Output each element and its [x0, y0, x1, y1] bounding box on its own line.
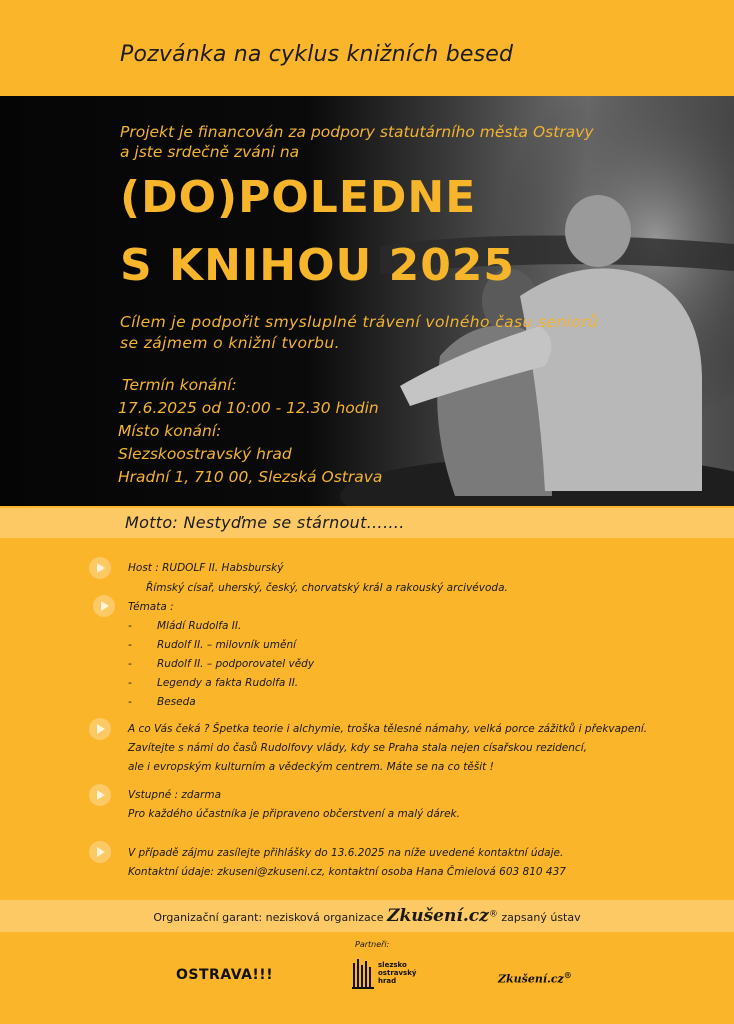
topic-item: Mládí Rudolfa II.: [157, 620, 242, 632]
topic-dash: -: [128, 639, 132, 651]
expect-line-2: Zavítejte s námi do časů Rudolfovy vlády, kdy se Praha stala nejen císařskou rezidencí,: [128, 742, 587, 754]
play-bullet-icon: [89, 784, 111, 806]
entry-line-2: Pro každého účastníka je připraveno občerstvení a malý dárek.: [128, 808, 460, 820]
zkuseni-logo: [498, 970, 572, 986]
term-label: Termín konání:: [122, 376, 237, 394]
hero-section: [0, 96, 734, 506]
topic-item: Rudolf II. – milovník umění: [157, 639, 297, 651]
organizer-line: [0, 906, 734, 926]
registered-mark: ®: [488, 908, 498, 920]
organizer-prefix: Organizační garant: nezisková organizace: [153, 911, 384, 924]
intro-text: [120, 122, 594, 162]
hrad-line-1: slezsko: [378, 961, 407, 969]
goal-line-2: se zájmem o knižní tvorbu.: [120, 334, 340, 352]
topic-item: Legendy a fakta Rudolfa II.: [157, 677, 299, 689]
hrad-line-2: ostravský: [378, 969, 417, 977]
topic-dash: -: [128, 658, 132, 670]
play-bullet-icon: [89, 718, 111, 740]
contact-line-1: V případě zájmu zasílejte přihlášky do 13.6.2025 na níže uvedené kontaktní údaje.: [128, 847, 564, 859]
hrad-line-3: hrad: [378, 977, 397, 985]
place-address: Hradní 1, 710 00, Slezská Ostrava: [118, 468, 383, 486]
header-title: Pozvánka na cyklus knižních besed: [120, 42, 514, 67]
partners-label: Partneři:: [355, 940, 390, 949]
topic-item: Beseda: [157, 696, 196, 708]
topic-item: Rudolf II. – podporovatel vědy: [157, 658, 315, 670]
organizer-suffix: zapsaný ústav: [501, 911, 581, 924]
motto-text: Motto: Nestyďme se stárnout…….: [125, 513, 405, 532]
ostrava-logo: OSTRAVA!!!: [176, 967, 274, 983]
topic-dash: -: [128, 620, 132, 632]
castle-icon: [352, 957, 374, 989]
goal-text: [120, 312, 598, 354]
entry-line-1: Vstupné : zdarma: [128, 789, 222, 801]
event-info: [118, 374, 382, 489]
host-description: Římský císař, uherský, český, chorvatský král a rakouský arcivévoda.: [146, 582, 508, 594]
intro-line-2: a jste srdečně zváni na: [120, 143, 300, 161]
play-bullet-icon: [89, 557, 111, 579]
place-label: Místo konání:: [118, 422, 222, 440]
contact-line-2: Kontaktní údaje: zkuseni@zkuseni.cz, kontaktní osoba Hana Čmielová 603 810 437: [128, 866, 566, 878]
topics-label: Témata :: [128, 601, 174, 613]
intro-line-1: Projekt je financován za podpory statutárního města Ostravy: [120, 123, 594, 141]
goal-line-1: Cílem je podpořit smysluplné trávení volného času seniorů: [120, 313, 599, 331]
topic-dash: -: [128, 696, 132, 708]
expect-line-1: A co Vás čeká ? Špetka teorie i alchymie, troška tělesné námahy, velká porce zážitků i překvapení.: [128, 723, 648, 735]
hrad-logo: [352, 957, 442, 991]
expect-line-3: ale i evropským kulturním a vědeckým centrem. Máte se na co těšit !: [128, 761, 494, 773]
place-name: Slezskoostravský hrad: [118, 445, 292, 463]
event-title-line-1: (DO)POLEDNE: [120, 172, 477, 223]
play-bullet-icon: [89, 841, 111, 863]
topic-dash: -: [128, 677, 132, 689]
hrad-logo-text: [378, 961, 416, 985]
play-bullet-icon: [93, 595, 115, 617]
zkuseni-logo-text: Zkušení.cz: [498, 972, 564, 986]
zkuseni-registered-mark: ®: [563, 970, 572, 980]
organizer-brand: Zkušení.cz: [387, 906, 489, 926]
event-title-line-2: S KNIHOU 2025: [120, 240, 516, 291]
term-value: 17.6.2025 od 10:00 - 12.30 hodin: [118, 399, 379, 417]
host-line: Host : RUDOLF II. Habsburský: [128, 562, 284, 574]
